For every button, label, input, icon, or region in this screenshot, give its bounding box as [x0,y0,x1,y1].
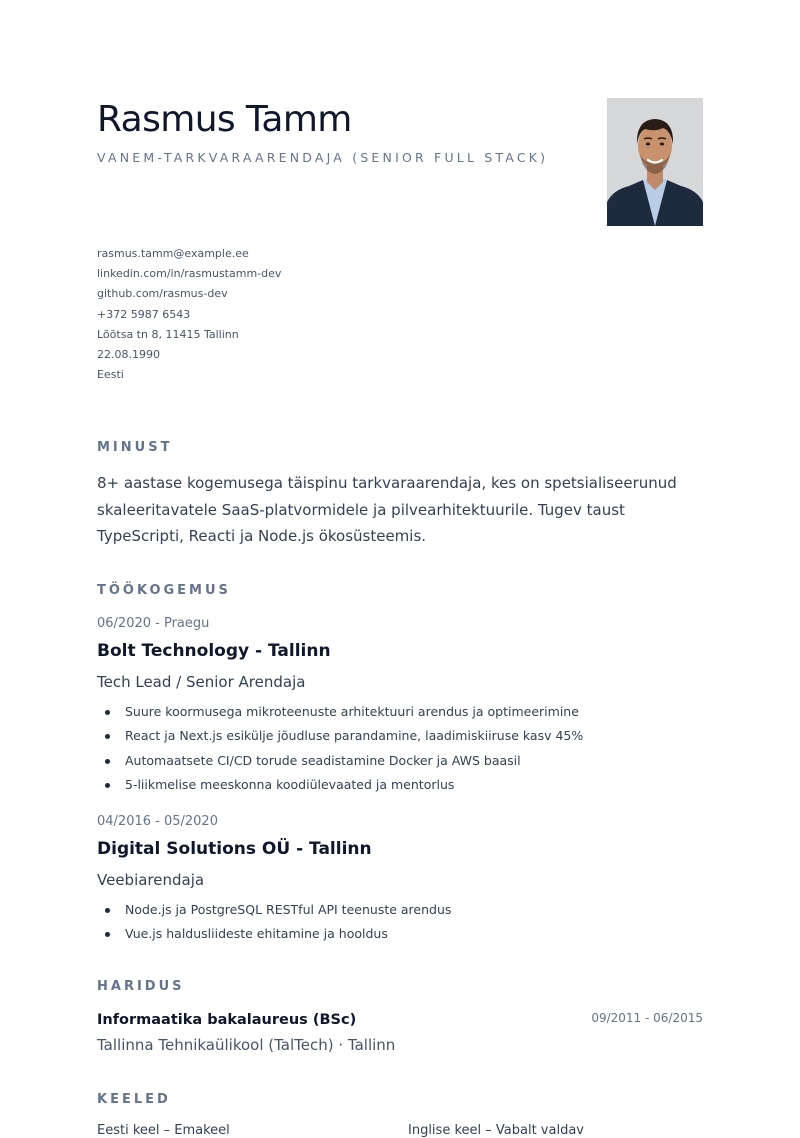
contact-linkedin[interactable]: linkedin.com/in/rasmustamm-dev [97,267,282,281]
job-title: VANEM-TARKVARAARENDAJA (SENIOR FULL STACK) [97,150,549,165]
contact-github[interactable]: github.com/rasmus-dev [97,287,228,301]
job-bullets [97,898,451,947]
person-name: Rasmus Tamm [97,99,352,140]
contact-birthdate: 22.08.1990 [97,348,160,362]
job-date: 06/2020 - Praegu [97,616,210,631]
list-item: Suure koormusega mikroteenuste arhitektuuri arendus ja optimeerimine [97,700,583,724]
language-item: Inglise keel – Vabalt valdav [408,1123,584,1138]
list-item: Node.js ja PostgreSQL RESTful API teenuste arendus [97,898,451,922]
cv-page [97,0,703,1138]
job-company: Bolt Technology - Tallinn [97,641,331,661]
profile-photo [607,98,703,226]
list-item: Automaatsete CI/CD torude seadistamine Docker ja AWS baasil [97,749,583,773]
contact-email[interactable]: rasmus.tamm@example.ee [97,247,249,260]
list-item: 5-liikmelise meeskonna koodiülevaated ja mentorlus [97,773,583,797]
section-title-experience: TÖÖKOGEMUS [97,583,231,598]
section-title-languages: KEELED [97,1092,171,1107]
section-title-education: HARIDUS [97,979,185,994]
section-title-about: MINUST [97,440,173,455]
job-bullets [97,700,583,797]
language-item: Eesti keel – Emakeel [97,1123,230,1138]
job-company: Digital Solutions OÜ - Tallinn [97,839,372,859]
contact-address: Lõõtsa tn 8, 11415 Tallinn [97,327,239,341]
education-school: Tallinna Tehnikaülikool (TalTech) · Tallinn [97,1036,396,1054]
summary-text: 8+ aastase kogemusega täispinu tarkvaraarendaja, kes on spetsialiseerunud skaleeritavatele SaaS-platvormidele ja pilvearhitektuurile. Tugev taust TypeScripti, Reacti ja Node.js ökosüsteemis. [97,474,677,545]
job-role: Veebiarendaja [97,871,205,889]
education-degree: Informaatika bakalaureus (BSc) [97,1012,357,1028]
contact-list [97,244,281,385]
contact-country: Eesti [97,368,124,382]
job-date: 04/2016 - 05/2020 [97,814,218,829]
contact-phone[interactable]: +372 5987 6543 [97,307,191,321]
list-item: Vue.js haldusliideste ehitamine ja hooldus [97,922,451,946]
job-role: Tech Lead / Senior Arendaja [97,673,306,691]
list-item: React ja Next.js esikülje jõudluse parandamine, laadimiskiiruse kasv 45% [97,724,583,748]
education-dates: 09/2011 - 06/2015 [591,1011,703,1025]
